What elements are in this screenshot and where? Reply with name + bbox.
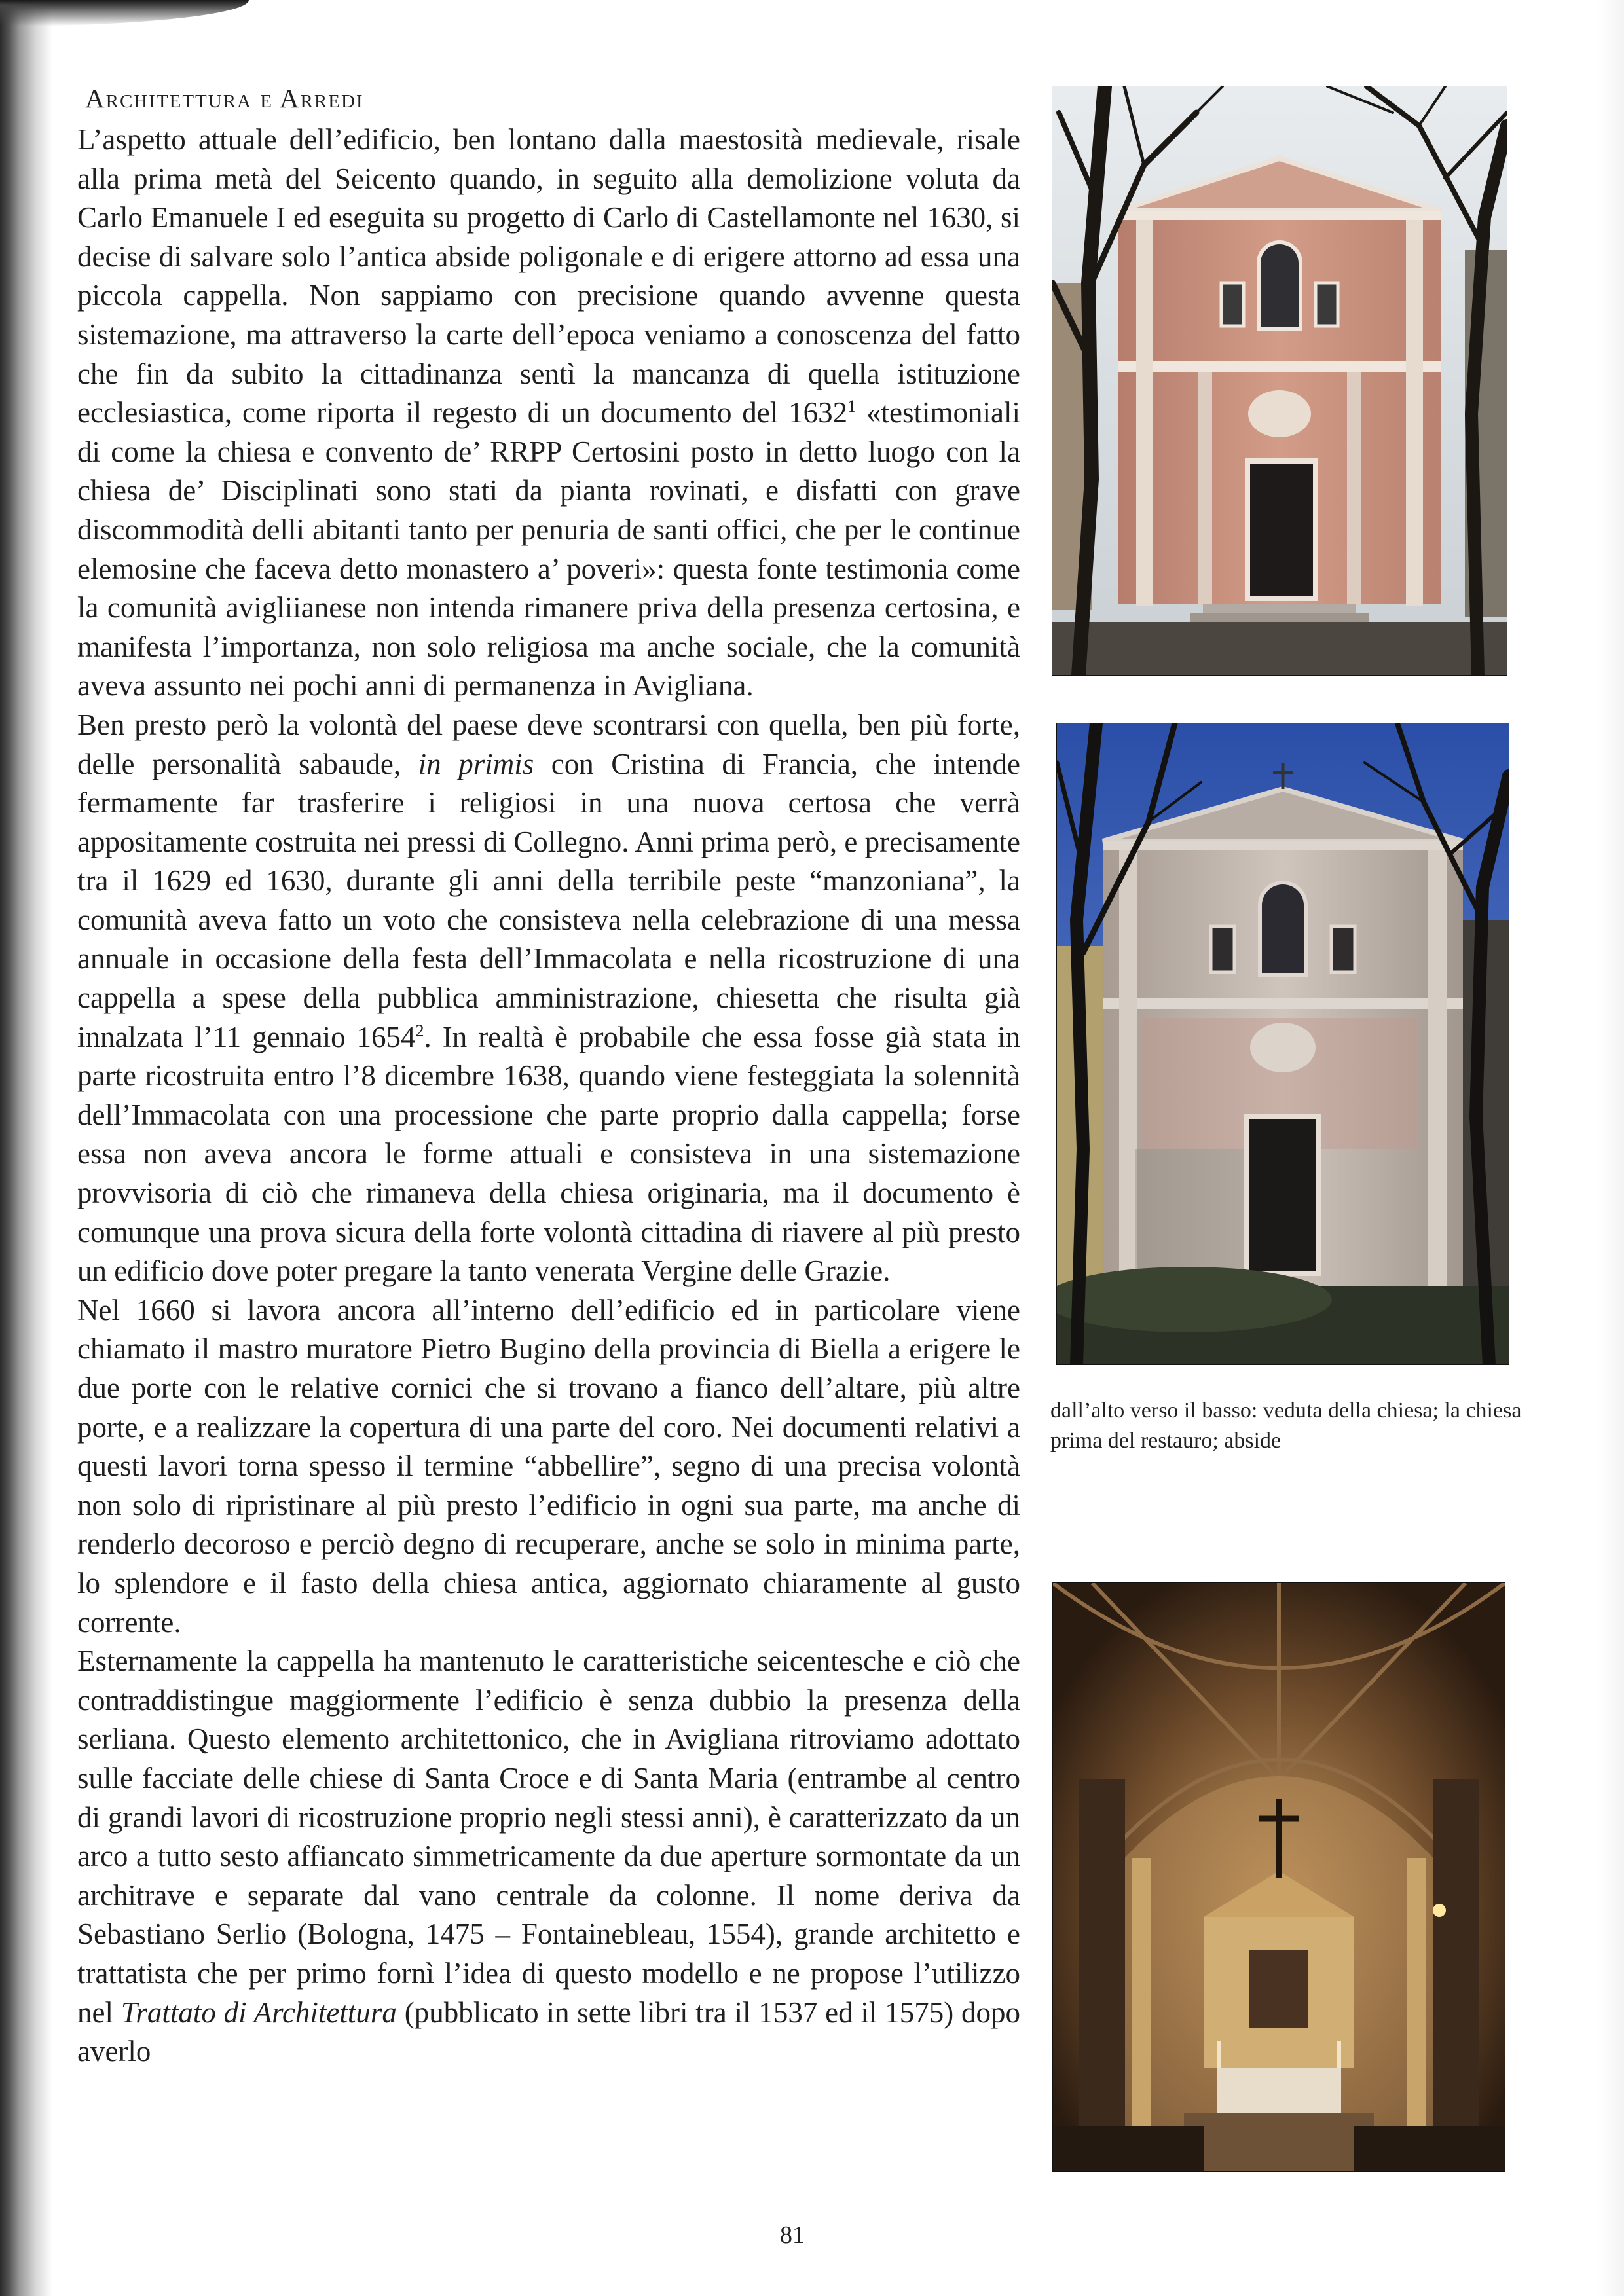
text-column [77,82,1020,2071]
photo-church-before-restoration [1056,723,1509,1365]
body-text [77,120,1020,2071]
paragraph [77,120,1020,706]
text-run: «testimoniali di come la chiesa e convento de’ RRPP Certosini posto in detto luogo con la chiesa de’ Disciplinati sono stati da pianta rovinati, e disfatti con grave discommodità delli abitanti tanto per penuria de santi offici, che per le continue elemosine che faceva detto monastero a’ poveri»: questa fonte testimonia come la comunità avigliianese non intenda rimanere priva della presenza certosina, e manifesta l’importanza, non solo religiosa ma anche sociale, che la comunità aveva assunto nei pochi anni di permanenza in Avigliana. [77,396,1020,702]
footnote-ref: 2 [415,1021,424,1040]
photo-church-facade [1052,86,1507,676]
figure-caption: dall’alto verso il basso: veduta della chiesa; la chiesa prima del restauro; abside [1050,1398,1522,1453]
page-curl-shadow [0,0,249,26]
paragraph [77,1291,1020,1642]
text-run: con Cristina di Francia, che intende fermamente far trasferire i religiosi in una nuova certosa che verrà appositamente costruita nei pressi di Collegno. Anni prima però, e precisamente tra il 1629 ed 1630, durante gli anni della terribile peste “manzoniana”, la comunità aveva fatto un voto che consisteva nella celebrazione di una messa annuale in occasione della festa dell’Immacolata e nella ricostruzione di una cappella a spese della pubblica amministrazione, chiesetta che risulta già innalzata l’11 gennaio 1654 [77,747,1021,1053]
text-run: . In realtà è probabile che essa fosse già stata in parte ricostruita entro l’8 dicembre 1638, quando viene festeggiata la solennità dell’Immacolata con una processione che parte proprio dalla cappella; forse essa non aveva ancora le forme attuali e consisteva in una sistemazione provvisoria di ciò che rimaneva della chiesa originaria, ma il documento è comunque una prova sicura della forte volontà cittadina di riavere al più presto un edificio dove poter pregare la tanto venerata Vergine delle Grazie. [77,1020,1020,1288]
text-run: (pubblicato in sette libri tra il 1537 ed il 1575) dopo averlo [77,1995,1020,2068]
text-run: Esternamente la cappella ha mantenuto le caratteristiche seicentesche e ciò che contraddistingue maggiormente l’edificio è senza dubbio la presenza della serliana. Questo elemento architettonico, che in Avigliana ritroviamo adottato sulle facciate delle chiese di Santa Croce e di Santa Maria (entrambe al centro di grandi lavori di ricostruzione proprio negli stessi anni), è caratterizzato da un arco a tutto sesto affiancato simmetricamente da due aperture sormontate da un architrave e separate dal vano centrale da colonne. Il nome deriva da Sebastiano Serlio (Bologna, 1475 – Fontainebleau, 1554), grande architetto e trattatista che per primo fornì l’idea di questo modello e ne propose l’utilizzo nel [77,1645,1020,2029]
footnote-ref: 1 [847,397,857,416]
page-edge [1598,0,1624,2296]
paragraph [77,1642,1020,2071]
page-gutter-shadow [0,0,52,2296]
photo-apse [1052,1582,1505,2172]
church-facade-image [1052,86,1507,675]
paragraph [77,706,1020,1291]
italic-text: in primis [418,747,534,780]
church-before-restoration-image [1057,723,1509,1364]
text-run: Ben presto però la volontà del paese deve scontrarsi con quella, ben più forte, delle personalità sabaude, [77,708,1020,780]
section-title: Architettura e Arredi [85,83,364,113]
text-run: Nel 1660 si lavora ancora all’interno dell’edificio ed in particolare viene chiamato il mastro muratore Pietro Bugino della provincia di Biella a erigere le due porte con le relative cornici che si trovano a fianco dell’altare, più altre porte, e a realizzare la copertura di una parte del coro. Nei documenti relativi a questi lavori torna spesso il termine “abbellire”, segno di una precisa volontà non solo di ripristinare al più presto l’edificio in ogni sua parte, ma anche di renderlo decoroso e perciò degno di recuperare, anche se solo in minima parte, lo splendore e il fasto della chiesa antica, aggiornato chiaramente al gusto corrente. [77,1293,1020,1639]
apse-image [1053,1583,1505,2171]
page-number: 81 [780,2221,805,2249]
text-run: L’aspetto attuale dell’edificio, ben lontano dalla maestosità medievale, risale alla prima metà del Seicento quando, in seguito alla demolizione voluta da Carlo Emanuele I ed eseguita su progetto di Carlo di Castellamonte nel 1630, si decise di salvare solo l’antica abside poligonale e di erigere attorno ad essa una piccola cappella. Non sappiamo con precisione quando avvenne questa sistemazione, ma attraverso la carte dell’epoca veniamo a conoscenza del fatto che fin da subito la cittadinanza sentì la mancanza di quella istituzione ecclesiastica, come riporta il regesto di un documento del 1632 [77,123,1020,429]
italic-text: Trattato di Architettura [120,1995,397,2029]
